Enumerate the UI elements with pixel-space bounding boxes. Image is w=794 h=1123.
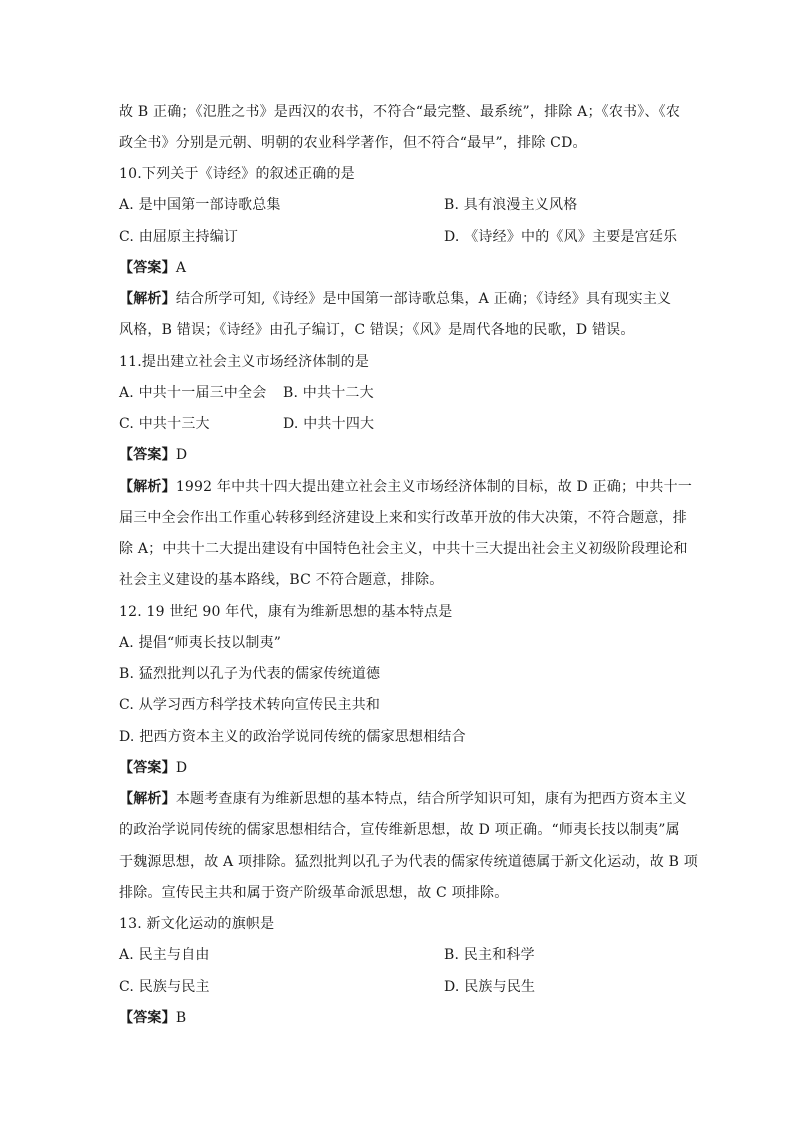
analysis-line: 风格，B 错误；《诗经》由孔子编订，C 错误；《风》是周代各地的民歌，D 错误。 <box>119 322 635 338</box>
analysis-line <box>119 789 687 809</box>
option-a: A. 民主与自由 <box>119 947 210 963</box>
answer-line <box>119 445 187 465</box>
option-c: C. 民族与民主 <box>119 979 210 995</box>
answer-line <box>119 258 186 278</box>
option-c: C. 由屈原主持编订 <box>119 229 239 245</box>
option-b: B. 具有浪漫主义风格 <box>444 197 578 213</box>
option-d: D. 把西方资本主义的政治学说同传统的儒家思想相结合 <box>119 729 466 745</box>
option-c: C. 中共十三大 <box>119 416 210 432</box>
answer-line <box>119 758 187 778</box>
option-a: A. 提倡“师夷长技以制夷” <box>119 635 282 651</box>
paragraph-line: 故 B 正确；《氾胜之书》是西汉的农书，不符合“最完整、最系统”，排除 A；《农书》、《农 <box>119 104 681 120</box>
question-12-stem: 12. 19 世纪 90 年代，康有为维新思想的基本特点是 <box>119 604 453 620</box>
analysis-label: 【解析】 <box>119 291 176 307</box>
answer-line <box>119 1008 186 1028</box>
option-d: D. 《诗经》中的《风》主要是宫廷乐 <box>444 229 678 245</box>
option-b: B. 中共十二大 <box>283 385 374 401</box>
analysis-line <box>119 289 671 309</box>
answer-label: 【答案】 <box>119 760 176 776</box>
analysis-line <box>119 477 692 497</box>
analysis-label: 【解析】 <box>119 479 176 495</box>
analysis-line: 社会主义建设的基本路线，BC 不符合题意，排除。 <box>119 572 444 588</box>
answer-value: B <box>175 1010 187 1026</box>
answer-label: 【答案】 <box>119 447 176 463</box>
answer-value: D <box>175 447 188 463</box>
option-b: B. 民主和科学 <box>444 947 535 963</box>
question-10-stem: 10.下列关于《诗经》的叙述正确的是 <box>119 166 355 182</box>
option-c: C. 从学习西方科学技术转向宣传民主共和 <box>119 697 381 713</box>
analysis-line: 届三中全会作出工作重心转移到经济建设上来和实行改革开放的伟大决策，不符合题意，排 <box>119 510 687 526</box>
question-13-stem: 13. 新文化运动的旗帜是 <box>119 916 275 932</box>
answer-value: A <box>175 260 187 276</box>
answer-label: 【答案】 <box>119 260 176 276</box>
analysis-text: 结合所学可知,《诗经》是中国第一部诗歌总集，A 正确；《诗经》具有现实主义 <box>175 291 672 307</box>
analysis-line: 排除。宣传民主共和属于资产阶级革命派思想，故 C 项排除。 <box>119 885 509 901</box>
paragraph-line: 政全书》分别是元朝、明朝的农业科学著作，但不符合“最早”，排除 CD。 <box>119 135 587 151</box>
analysis-line: 于魏源思想，故 A 项排除。猛烈批判以孔子为代表的儒家传统道德属于新文化运动，故 B 项 <box>119 854 698 870</box>
analysis-text: 本题考查康有为维新思想的基本特点，结合所学知识可知，康有为把西方资本主义 <box>175 791 688 807</box>
option-a: A. 是中国第一部诗歌总集 <box>119 197 281 213</box>
option-d: D. 中共十四大 <box>283 416 375 432</box>
question-11-stem: 11.提出建立社会主义市场经济体制的是 <box>119 354 370 370</box>
answer-label: 【答案】 <box>119 1010 176 1026</box>
analysis-text: 1992 年中共十四大提出建立社会主义市场经济体制的目标，故 D 正确；中共十一 <box>175 479 693 495</box>
option-b: B. 猛烈批判以孔子为代表的儒家传统道德 <box>119 666 381 682</box>
analysis-label: 【解析】 <box>119 791 176 807</box>
analysis-line: 除 A；中共十二大提出建设有中国特色社会主义，中共十三大提出社会主义初级阶段理论和 <box>119 541 688 557</box>
analysis-line: 的政治学说同传统的儒家思想相结合，宣传维新思想，故 D 项正确。“师夷长技以制夷”属 <box>119 822 680 838</box>
option-d: D. 民族与民生 <box>444 979 536 995</box>
option-a: A. 中共十一届三中全会 <box>119 385 267 401</box>
answer-value: D <box>175 760 188 776</box>
